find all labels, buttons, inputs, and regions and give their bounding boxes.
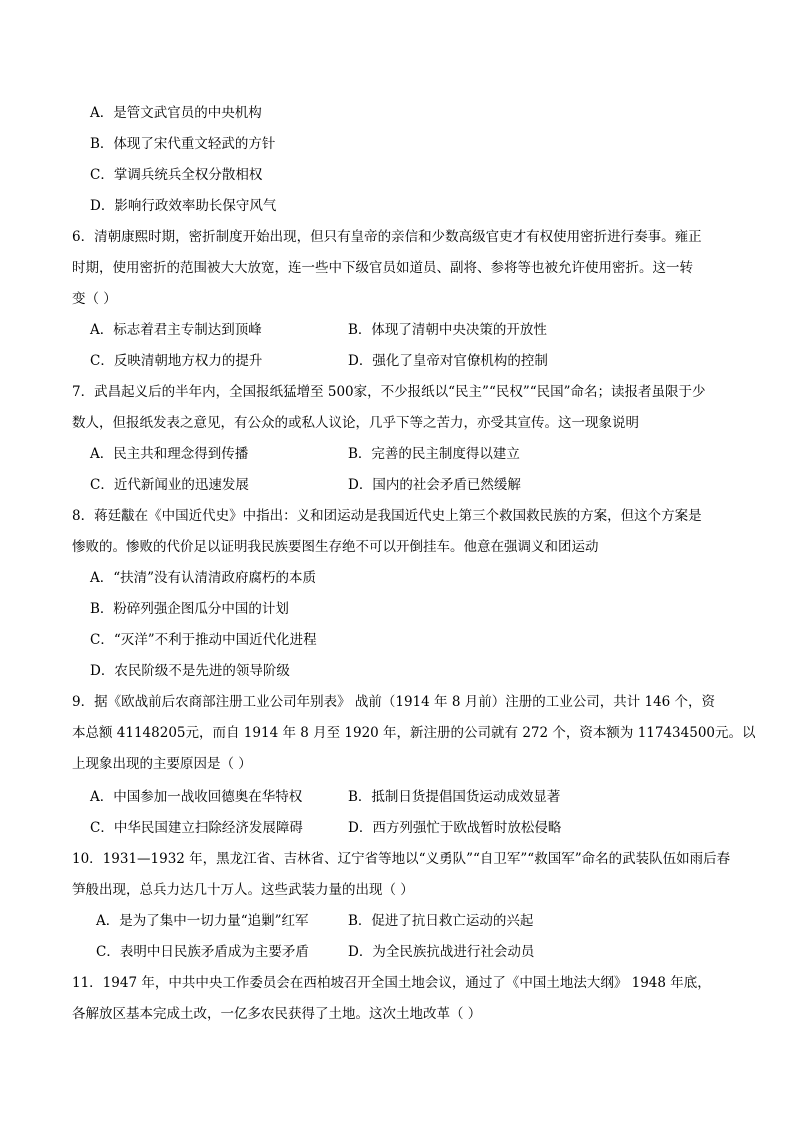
q9-stem-line-2: 本总额 41148205元，而自 1914 年 8 月至 1920 年，新注册的公司就有 272 个，资本额为 117434500元。以 <box>72 725 756 741</box>
q7-option-c: C．近代新闻业的迅速发展 <box>90 477 249 493</box>
q8-option-b: B．粉碎列强企图瓜分中国的计划 <box>90 601 289 617</box>
q11-stem-line-2: 各解放区基本完成土改，一亿多农民获得了土地。这次土地改革（ ） <box>72 1006 482 1022</box>
q11-stem-line-1: 11．1947 年，中共中央工作委员会在西柏坡召开全国土地会议，通过了《中国土地法大纲》 1948 年底， <box>72 975 711 991</box>
q6-option-a: A．标志着君主专制达到顶峰 <box>90 322 262 338</box>
q8-option-d: D．农民阶级不是先进的领导阶级 <box>90 663 290 679</box>
q5-option-c: C．掌调兵统兵全权分散相权 <box>90 167 263 183</box>
q10-option-a: A．是为了集中一切力量“追剿”红军 <box>96 913 309 929</box>
q10-stem-line-2: 笋般出现，总兵力达几十万人。这些武装力量的出现（ ） <box>72 882 414 898</box>
q7-option-a: A．民主共和理念得到传播 <box>90 446 249 462</box>
q6-stem-line-2: 时期，使用密折的范围被大大放宽，连一些中下级官员如道员、副将、参将等也被允许使用密折。这一转 <box>72 260 693 276</box>
q8-stem-line-2: 惨败的。惨败的代价足以证明我民族要图生存绝不可以开倒挂车。他意在强调义和团运动 <box>72 539 599 555</box>
q10-option-d: D．为全民族抗战进行社会动员 <box>348 944 535 960</box>
q6-stem-line-3: 变（ ） <box>72 291 117 307</box>
q10-stem-line-1: 10．1931—1932 年，黑龙江省、吉林省、辽宁省等地以“义勇队”“自卫军”“救国军”命名的武装队伍如雨后春 <box>72 851 731 867</box>
q7-stem-line-1: 7．武昌起义后的半年内，全国报纸猛增至 500家，不少报纸以“民主”“民权”“民国”命名；读报者虽限于少 <box>72 384 706 400</box>
q9-option-d: D．西方列强忙于欧战暂时放松侵略 <box>348 820 562 836</box>
q8-option-c: C．“灭洋”不利于推动中国近代化进程 <box>90 632 317 648</box>
q7-stem-line-2: 数人，但报纸发表之意见，有公众的或私人议论，几乎下等之苦力，亦受其宣传。这一现象说明 <box>72 415 639 431</box>
q9-option-c: C．中华民国建立扫除经济发展障碍 <box>90 820 303 836</box>
q9-stem-line-1: 9．据《欧战前后农商部注册工业公司年别表》 战前（1914 年 8 月前）注册的工业公司，共计 146 个，资 <box>72 694 716 710</box>
q7-option-b: B．完善的民主制度得以建立 <box>348 446 520 462</box>
q6-option-c: C．反映清朝地方权力的提升 <box>90 353 263 369</box>
q6-option-d: D．强化了皇帝对官僚机构的控制 <box>348 353 548 369</box>
q5-option-d: D．影响行政效率助长保守风气 <box>90 198 277 214</box>
q9-option-b: B．抵制日货提倡国货运动成效显著 <box>348 789 561 805</box>
q9-option-a: A．中国参加一战收回德奥在华特权 <box>90 789 303 805</box>
q10-option-b: B．促进了抗日救亡运动的兴起 <box>348 913 534 929</box>
q10-option-c: C．表明中日民族矛盾成为主要矛盾 <box>96 944 309 960</box>
q6-option-b: B．体现了清朝中央决策的开放性 <box>348 322 547 338</box>
q7-option-d: D．国内的社会矛盾已然缓解 <box>348 477 521 493</box>
q9-stem-line-3: 上现象出现的主要原因是（ ） <box>72 756 252 772</box>
q6-stem-line-1: 6．清朝康熙时期，密折制度开始出现，但只有皇帝的亲信和少数高级官吏才有权使用密折进行奏事。雍正 <box>72 229 702 245</box>
q8-stem-line-1: 8．蒋廷黻在《中国近代史》中指出：义和团运动是我国近代史上第三个救国救民族的方案，但这个方案是 <box>72 508 702 524</box>
q8-option-a: A．“扶清”没有认清清政府腐朽的本质 <box>90 570 317 586</box>
q5-option-a: A．是管文武官员的中央机构 <box>90 105 262 121</box>
q5-option-b: B．体现了宋代重文轻武的方针 <box>90 136 276 152</box>
